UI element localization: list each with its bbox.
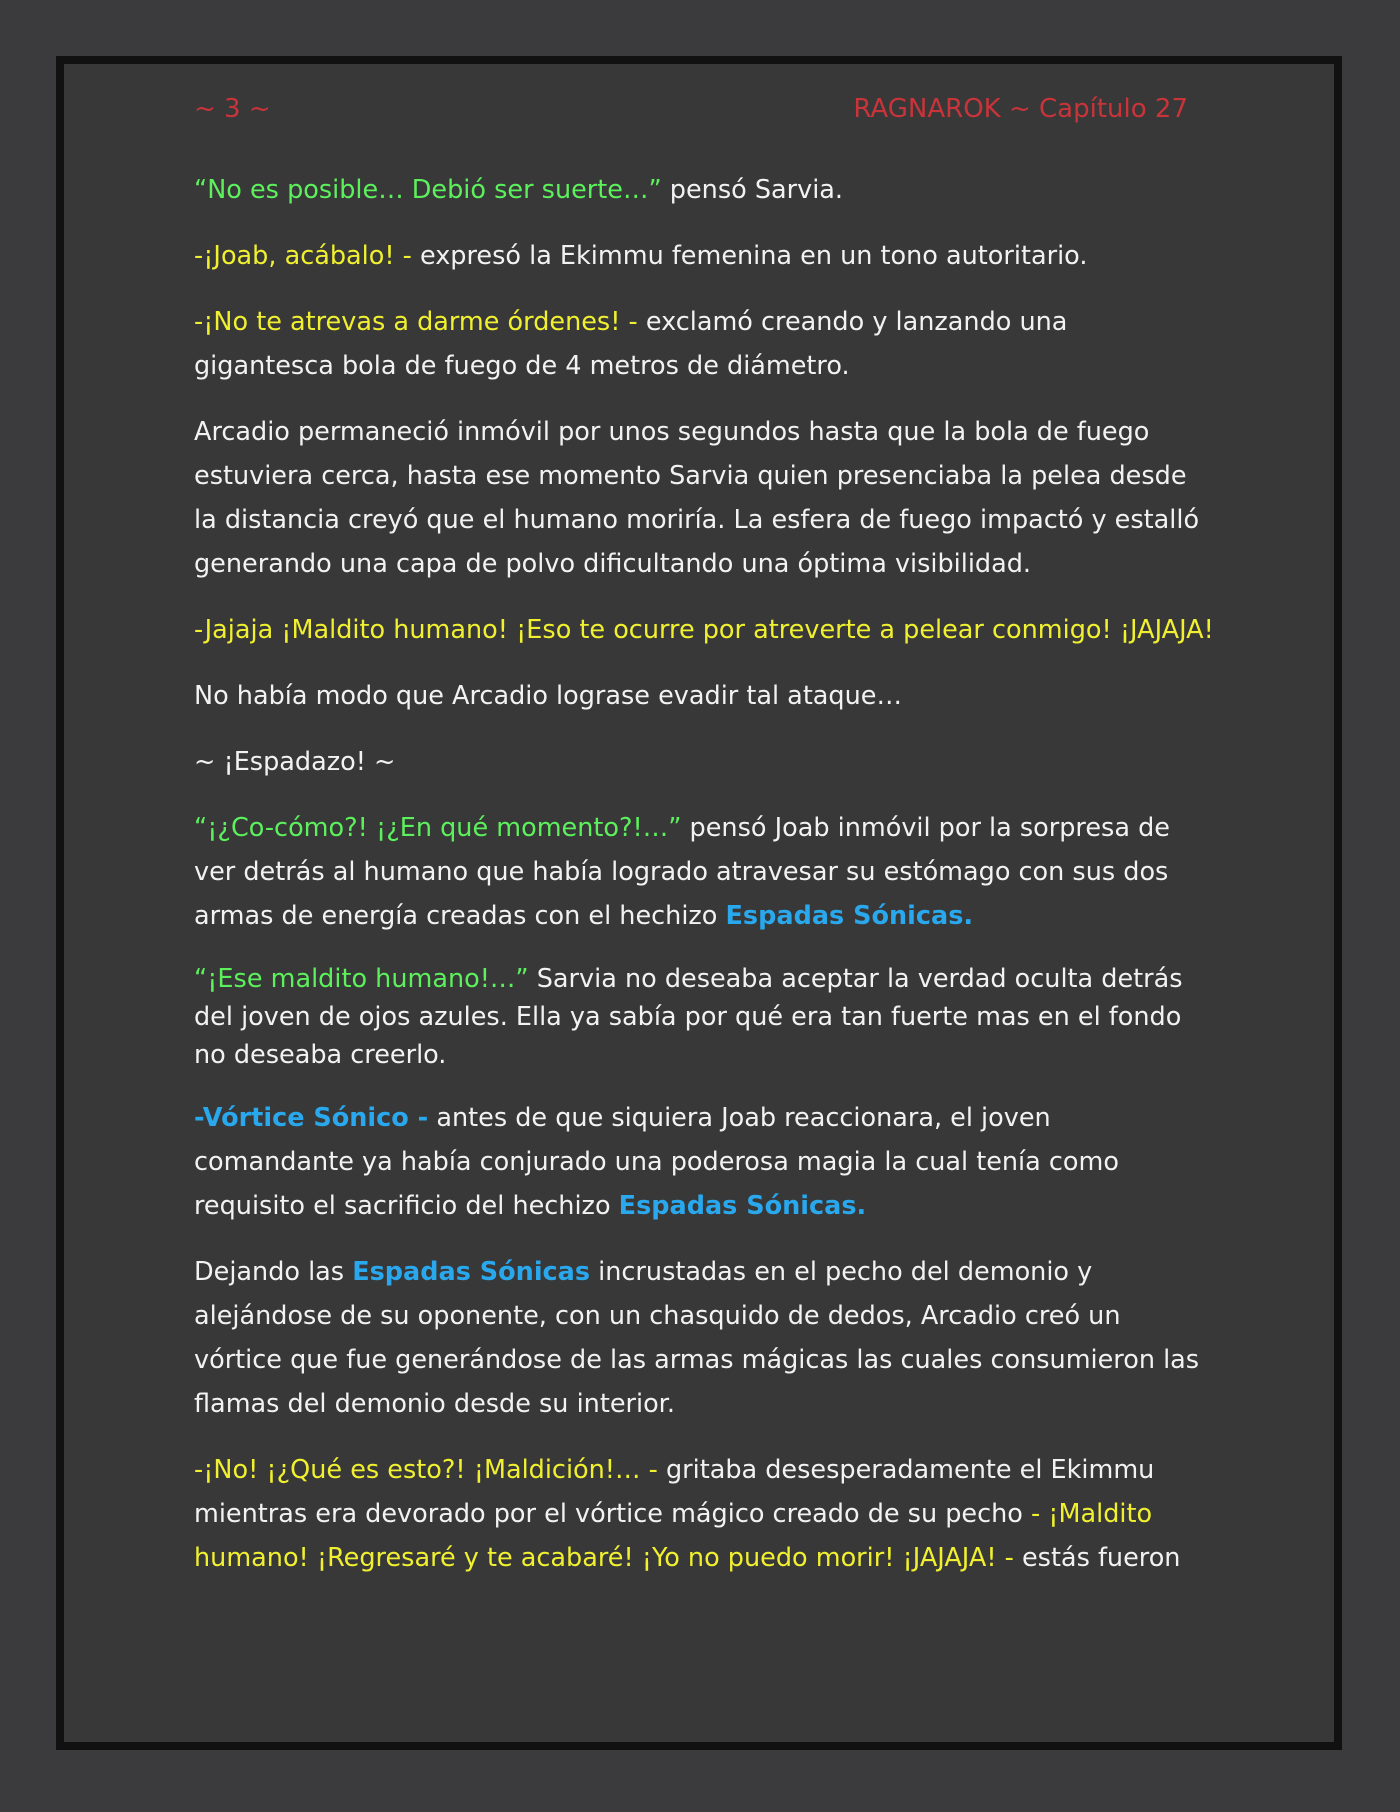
- running-title: RAGNAROK ~ Capítulo 27: [853, 94, 1188, 124]
- narration-text: pensó Sarvia.: [661, 175, 844, 205]
- narration-text: antes de que siquiera Joab reaccionara, el joven comandante ya había conjurado una poderosa magia la cual tenía como requisito el sacrificio del hechizo: [194, 1103, 1119, 1221]
- narration-text: pensó Joab inmóvil por la sorpresa de ver detrás al humano que había logrado atravesar su estómago con sus dos armas de energía creadas con el hechizo: [194, 813, 1170, 931]
- thought-text: “¡¿Co-cómo?! ¡¿En qué momento?!…”: [194, 813, 682, 843]
- narration-text: gritaba desesperadamente el Ekimmu mientras era devorado por el vórtice mágico creado de su pecho: [194, 1455, 1155, 1529]
- spell-name: Espadas Sónicas.: [618, 1191, 867, 1221]
- thought-text: “¡Ese maldito humano!…”: [194, 964, 529, 994]
- paragraph-10: [194, 1096, 1214, 1228]
- paragraph-2: [194, 234, 1214, 278]
- narration-text: incrustadas en el pecho del demonio y alejándose de su oponente, con un chasquido de dedos, Arcadio creó un vórtice que fue generándose de las armas mágicas las cuales consumieron las flamas del demonio desde su interior.: [194, 1257, 1200, 1419]
- narration-text: No había modo que Arcadio lograse evadir tal ataque…: [194, 681, 902, 711]
- paragraph-4: [194, 410, 1214, 586]
- book-page: [56, 56, 1342, 1750]
- paragraph-7: [194, 740, 1214, 784]
- paragraph-1: [194, 168, 1214, 212]
- dialogue-text: -¡No te atrevas a darme órdenes! -: [194, 307, 638, 337]
- dialogue-text: - ¡Maldito humano! ¡Regresaré y te acabaré! ¡Yo no puedo morir! ¡JAJAJA! -: [194, 1499, 1153, 1573]
- narration-text: Sarvia no deseaba aceptar la verdad oculta detrás del joven de ojos azules. Ella ya sabía por qué era tan fuerte mas en el fondo no deseaba creerlo.: [194, 964, 1183, 1070]
- paragraph-11: [194, 1250, 1214, 1426]
- paragraph-6: [194, 674, 1214, 718]
- page-header: [194, 94, 1188, 134]
- spell-name: -Vórtice Sónico -: [194, 1103, 429, 1133]
- dialogue-text: -¡Joab, acábalo! -: [194, 241, 412, 271]
- narration-text: estás fueron: [1013, 1543, 1181, 1573]
- sound-effect-text: ~ ¡Espadazo! ~: [194, 747, 396, 777]
- thought-text: “No es posible… Debió ser suerte…”: [194, 175, 662, 205]
- dialogue-text: -Jajaja ¡Maldito humano! ¡Eso te ocurre por atreverte a pelear conmigo! ¡JAJAJA!: [194, 615, 1214, 645]
- paragraph-12: [194, 1448, 1214, 1580]
- page-body: [194, 168, 1214, 1602]
- paragraph-8: [194, 806, 1214, 938]
- paragraph-3: [194, 300, 1214, 388]
- spell-name: Espadas Sónicas.: [725, 901, 974, 931]
- page-number: ~ 3 ~: [194, 94, 271, 124]
- spell-name: Espadas Sónicas: [352, 1257, 591, 1287]
- paragraph-5: [194, 608, 1214, 652]
- narration-text: expresó la Ekimmu femenina en un tono autoritario.: [411, 241, 1088, 271]
- dialogue-text: -¡No! ¡¿Qué es esto?! ¡Maldición!… -: [194, 1455, 658, 1485]
- paragraph-9: [194, 960, 1214, 1074]
- narration-text: exclamó creando y lanzando una gigantesca bola de fuego de 4 metros de diámetro.: [194, 307, 1068, 381]
- narration-text: Dejando las: [194, 1257, 353, 1287]
- narration-text: Arcadio permaneció inmóvil por unos segundos hasta que la bola de fuego estuviera cerca, hasta ese momento Sarvia quien presenciaba la pelea desde la distancia creyó que el humano moriría. La esfera de fuego impactó y estalló generando una capa de polvo dificultando una óptima visibilidad.: [194, 417, 1200, 579]
